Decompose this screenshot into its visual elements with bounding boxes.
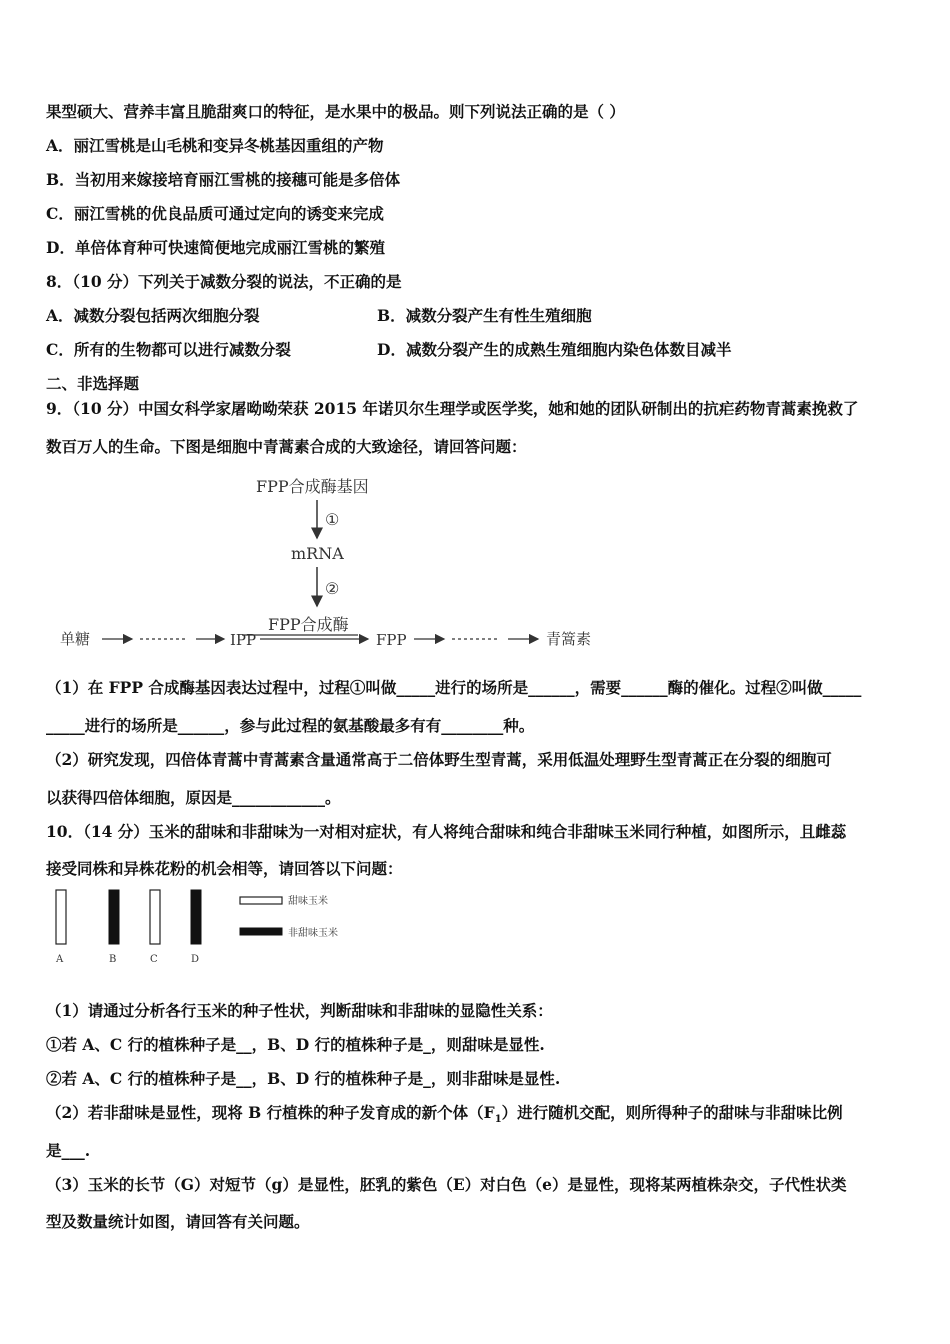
q10-part1-case2: ②若 A、C 行的植株种子是__，B、D 行的植株种子是_，则非甜味是显性. [46,1069,561,1088]
q10-part3-line-1: （3）玉米的长节（G）对短节（g）是显性，胚乳的紫色（E）对白色（e）是显性，现将某两植株杂交，子代性状类 [46,1175,847,1194]
artemisinin-pathway-diagram [46,470,626,660]
legend-nonsweet-swatch [240,928,282,935]
diagram-ipp-label: IPP [230,631,257,649]
q7-option-b: B．当初用来嫁接培育丽江雪桃的接穗可能是多倍体 [46,170,401,189]
q8-option-b: B．减数分裂产生有性生殖细胞 [377,306,592,325]
q9-part1-line-2: _____进行的场所是______，参与此过程的氨基酸最多有有________种。 [46,716,535,735]
q9-part1-line-1: （1）在 FPP 合成酶基因表达过程中，过程①叫做_____进行的场所是______，需要______酶的催化。过程②叫做_____ [46,678,862,697]
diagram-mrna-label: mRNA [291,544,344,563]
row-a-label: A [56,954,64,965]
row-c-label: C [150,954,158,965]
diagram-step2-label: ② [325,579,340,598]
q10-part3-line-2: 型及数量统计如图，请回答有关问题。 [46,1212,310,1231]
q8-option-c: C．所有的生物都可以进行减数分裂 [46,340,291,359]
legend-sweet-label: 甜味玉米 [288,896,328,907]
q8-option-row-2 [46,340,732,360]
q10-stem-line-1: 10．（14 分）玉米的甜味和非甜味为一对相对症状，有人将纯合甜味和纯合非甜味玉米同行种植，如图所示，且雌蕊 [46,822,847,841]
row-a-sweet-corn [56,890,66,944]
q10-part2-line-2: 是___. [46,1141,91,1160]
q9-part2-line-1: （2）研究发现，四倍体青蒿中青蒿素含量通常高于二倍体野生型青蒿，采用低温处理野生型青蒿正在分裂的细胞可 [46,750,832,769]
q9-stem-line-1: 9．（10 分）中国女科学家屠呦呦荣获 2015 年诺贝尔生理学或医学奖，她和她的团队研制出的抗疟药物青蒿素挽救了 [46,399,859,418]
q8-option-row-1 [46,306,592,326]
q10-part2-line-1 [46,1103,843,1130]
row-c-sweet-corn [150,890,160,944]
q10-part1: （1）请通过分析各行玉米的种子性状，判断甜味和非甜味的显隐性关系： [46,1001,553,1020]
q10-part1-case1: ①若 A、C 行的植株种子是__，B、D 行的植株种子是_，则甜味是显性. [46,1035,545,1054]
q7-option-c: C．丽江雪桃的优良品质可通过定向的诱变来完成 [46,204,384,223]
diagram-step1-label: ① [325,510,340,529]
diagram-fpp-label: FPP [376,631,407,649]
diagram-gene-label: FPP合成酶基因 [256,477,369,496]
q10-stem-line-2: 接受同株和异株花粉的机会相等，请回答以下问题： [46,859,403,878]
row-b-nonsweet-corn [109,890,119,944]
legend-sweet-swatch [240,897,282,904]
q7-option-d: D．单倍体育种可快速简便地完成丽江雪桃的繁殖 [46,238,385,257]
q7-stem: 果型硕大、营养丰富且脆甜爽口的特征，是水果中的极品。则下列说法正确的是（ ） [46,102,625,121]
section-heading: 二、非选择题 [46,374,140,393]
diagram-sugar-label: 单糖 [60,630,91,648]
q10-part2-subscript: 1 [494,1114,502,1126]
q9-part2-line-2: 以获得四倍体细胞，原因是____________。 [46,788,341,807]
q8-option-a: A．减数分裂包括两次细胞分裂 [46,306,260,325]
diagram-enzyme-label: FPP合成酶 [268,615,349,634]
q8-option-d: D．减数分裂产生的成熟生殖细胞内染色体数目减半 [377,340,732,359]
legend-nonsweet-label: 非甜味玉米 [288,928,338,939]
diagram-product-label: 青篙素 [546,630,592,648]
q10-part2-text-a: （2）若非甜味是显性，现将 B 行植株的种子发育成的新个体（F [46,1103,495,1122]
corn-rows-diagram [46,888,366,968]
q9-stem-line-2: 数百万人的生命。下图是细胞中青蒿素合成的大致途径，请回答问题： [46,437,527,456]
q8-stem: 8．（10 分）下列关于减数分裂的说法，不正确的是 [46,272,402,291]
row-b-label: B [109,954,117,965]
q10-part2-text-b: ）进行随机交配，则所得种子的甜味与非甜味比例 [501,1103,843,1122]
row-d-label: D [191,954,200,965]
q7-option-a: A．丽江雪桃是山毛桃和变异冬桃基因重组的产物 [46,136,384,155]
row-d-nonsweet-corn [191,890,201,944]
